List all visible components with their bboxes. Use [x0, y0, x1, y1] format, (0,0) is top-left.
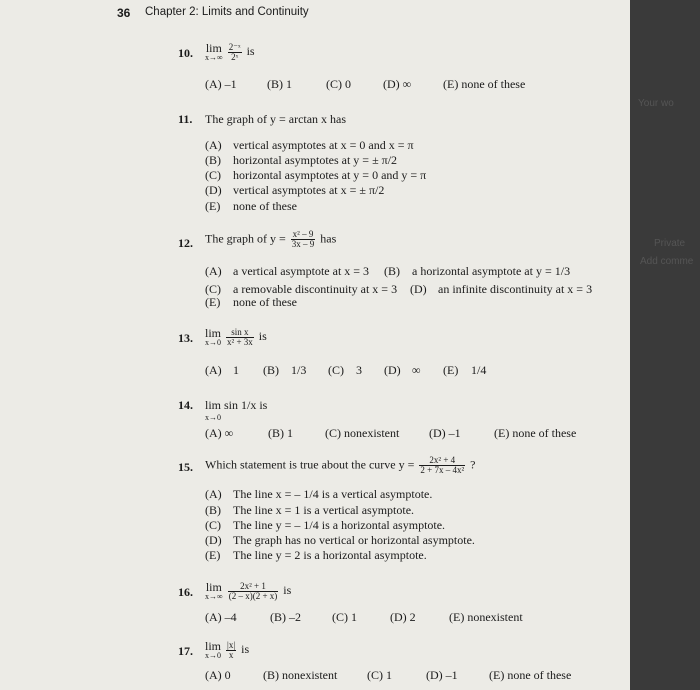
- option-a[interactable]: (A) –1: [205, 77, 237, 91]
- fraction: $\frac{\text{2x² + 4}}{\text{2 + 7x – 4x²}}$: [420, 455, 465, 475]
- option-b[interactable]: (B) 1: [267, 77, 292, 91]
- option-e[interactable]: (E) none of these: [205, 295, 297, 309]
- option-a[interactable]: (A) a vertical asymptote at x = 3: [205, 264, 370, 278]
- option-c[interactable]: (C) 1: [332, 610, 357, 624]
- option-d[interactable]: (D) ∞: [384, 363, 421, 377]
- page-header: [0, 0, 630, 26]
- option-a[interactable]: (A) ∞: [205, 426, 234, 440]
- option-e[interactable]: (E) none of these: [489, 668, 572, 682]
- option-e[interactable]: (E) none of these: [494, 426, 577, 440]
- option-b[interactable]: (B) nonexistent: [263, 668, 338, 682]
- option-e[interactable]: (E) The line y = 2 is a horizontal asymptote.: [205, 548, 427, 562]
- option-b[interactable]: (B) horizontal asymptotes at y = ± π/2: [205, 153, 398, 167]
- option-d[interactable]: (D) –1: [429, 426, 461, 440]
- textbook-page: 36 Chapter 2: Limits and Continuity 10. lim x→∞ $\frac{\text{2⁻ˣ}}{\text{2ˣ}}$ is (A) –1 (B) 1 (C) 0 (D) ∞ (E) none of these 11. The graph of y = arctan x has (A) vertical asymptotes at x = 0 and x = π (B) horizontal asymptotes at y = ± π/2 (C) horizontal asymptotes at y = 0 and y = π (D) vertical asymptotes at x = ± π/2 (E) none of these 12. The graph of y = $\frac{\text{x² – 9}}{3x - 9}$ has (A) a vertical asymptote at x = 3 (B) a horizontal asymptote at y = 1/3 (C) a removable discontinuity at x = 3 (D) an infinite discontinuity at x = 3 (E) none of these 13. lim x→0 $\frac{\text{sin x}}{\text{x² + 3x}}$ is (A) 1 (B) 1/3 (C) 3 (D) ∞ (E) 1/4 14. lim sin 1/x is x→0 (A) ∞ (B) 1 (C) nonexistent (D) –1 (E) none of these 15. Which statement is true about the curve y = $\frac{\text{2x² + 4}}{\text{2 + 7x – 4x²}}$ ? (A) The line x = – 1/4 is a vertical asymptote. (B) The line x = 1 is a vertical asymptote. (C) The line y = – 1/4 is a horizontal asymptote. (D) The graph has no vertical or horizontal asymptote. (E) The line y = 2 is a horizontal asymptote. 16. lim x→∞ $\frac{\text{2x² + 1}}{(2 - x)(2 + x)}$ is (A) –4 (B) –2 (C) 1 (D) 2 (E) nonexistent 17. lim x→0 $\frac{|x|}{x}$ is (A) 0 (B) nonexistent (C) 1 (D) –1 (E) none of these: [0, 0, 630, 690]
- option-d[interactable]: (D) The graph has no vertical or horizontal asymptote.: [205, 533, 475, 547]
- option-c[interactable]: (C) 1: [367, 668, 392, 682]
- option-d[interactable]: (D) an infinite discontinuity at x = 3: [410, 282, 593, 296]
- option-d[interactable]: (D) ∞: [383, 77, 412, 91]
- option-b[interactable]: (B) The line x = 1 is a vertical asymptote.: [205, 503, 415, 517]
- option-b[interactable]: (B) 1: [268, 426, 293, 440]
- fraction: $\frac{\text{sin x}}{\text{x² + 3x}}$: [227, 326, 253, 347]
- option-d[interactable]: (D) vertical asymptotes at x = ± π/2: [205, 183, 385, 197]
- option-c[interactable]: (C) The line y = – 1/4 is a horizontal asymptote.: [205, 518, 446, 532]
- option-c[interactable]: (C) a removable discontinuity at x = 3: [205, 282, 398, 296]
- option-a[interactable]: (A) 1: [205, 363, 239, 377]
- option-d[interactable]: (D) –1: [426, 668, 458, 682]
- option-a[interactable]: (A) 0: [205, 668, 231, 682]
- option-b[interactable]: (B) 1/3: [263, 363, 307, 377]
- option-e[interactable]: (E) nonexistent: [449, 610, 523, 624]
- option-b[interactable]: (B) a horizontal asymptote at y = 1/3: [384, 264, 571, 278]
- right-sidebar: [630, 0, 700, 690]
- option-a[interactable]: (A) –4: [205, 610, 237, 624]
- option-c[interactable]: (C) 0: [326, 77, 351, 91]
- fraction: $\frac{\text{x² – 9}}{3x - 9}$: [291, 229, 315, 249]
- page-number: 36: [117, 6, 131, 20]
- option-e[interactable]: (E) 1/4: [443, 363, 487, 377]
- option-a[interactable]: (A) The line x = – 1/4 is a vertical asymptote.: [205, 487, 433, 501]
- fraction: $\frac{\text{2x² + 1}}{(2 - x)(2 + x)}$: [228, 580, 278, 601]
- option-c[interactable]: (C) nonexistent: [325, 426, 400, 440]
- option-a[interactable]: (A) vertical asymptotes at x = 0 and x = π: [205, 138, 414, 152]
- option-b[interactable]: (B) –2: [270, 610, 301, 624]
- comment-hint[interactable]: Add comme: [640, 256, 694, 267]
- word-hint: Your wo: [638, 98, 674, 109]
- question-stem: lim x→∞ $\frac{\text{2⁻ˣ}}{\text{2ˣ}}$ is: [205, 41, 255, 62]
- option-e[interactable]: (E) none of these: [205, 199, 297, 213]
- option-d[interactable]: (D) 2: [390, 610, 416, 624]
- private-hint[interactable]: Private: [654, 238, 686, 249]
- chapter-title: Chapter 2: Limits and Continuity: [145, 6, 309, 18]
- question-number: 10.: [178, 46, 193, 60]
- fraction: $\frac{\text{2⁻ˣ}}{\text{2ˣ}}$: [228, 41, 241, 62]
- option-c[interactable]: (C) horizontal asymptotes at y = 0 and y = π: [205, 168, 427, 182]
- fraction: $\frac{|x|}{x}$: [227, 639, 236, 660]
- option-c[interactable]: (C) 3: [328, 363, 362, 377]
- option-e[interactable]: (E) none of these: [443, 77, 526, 91]
